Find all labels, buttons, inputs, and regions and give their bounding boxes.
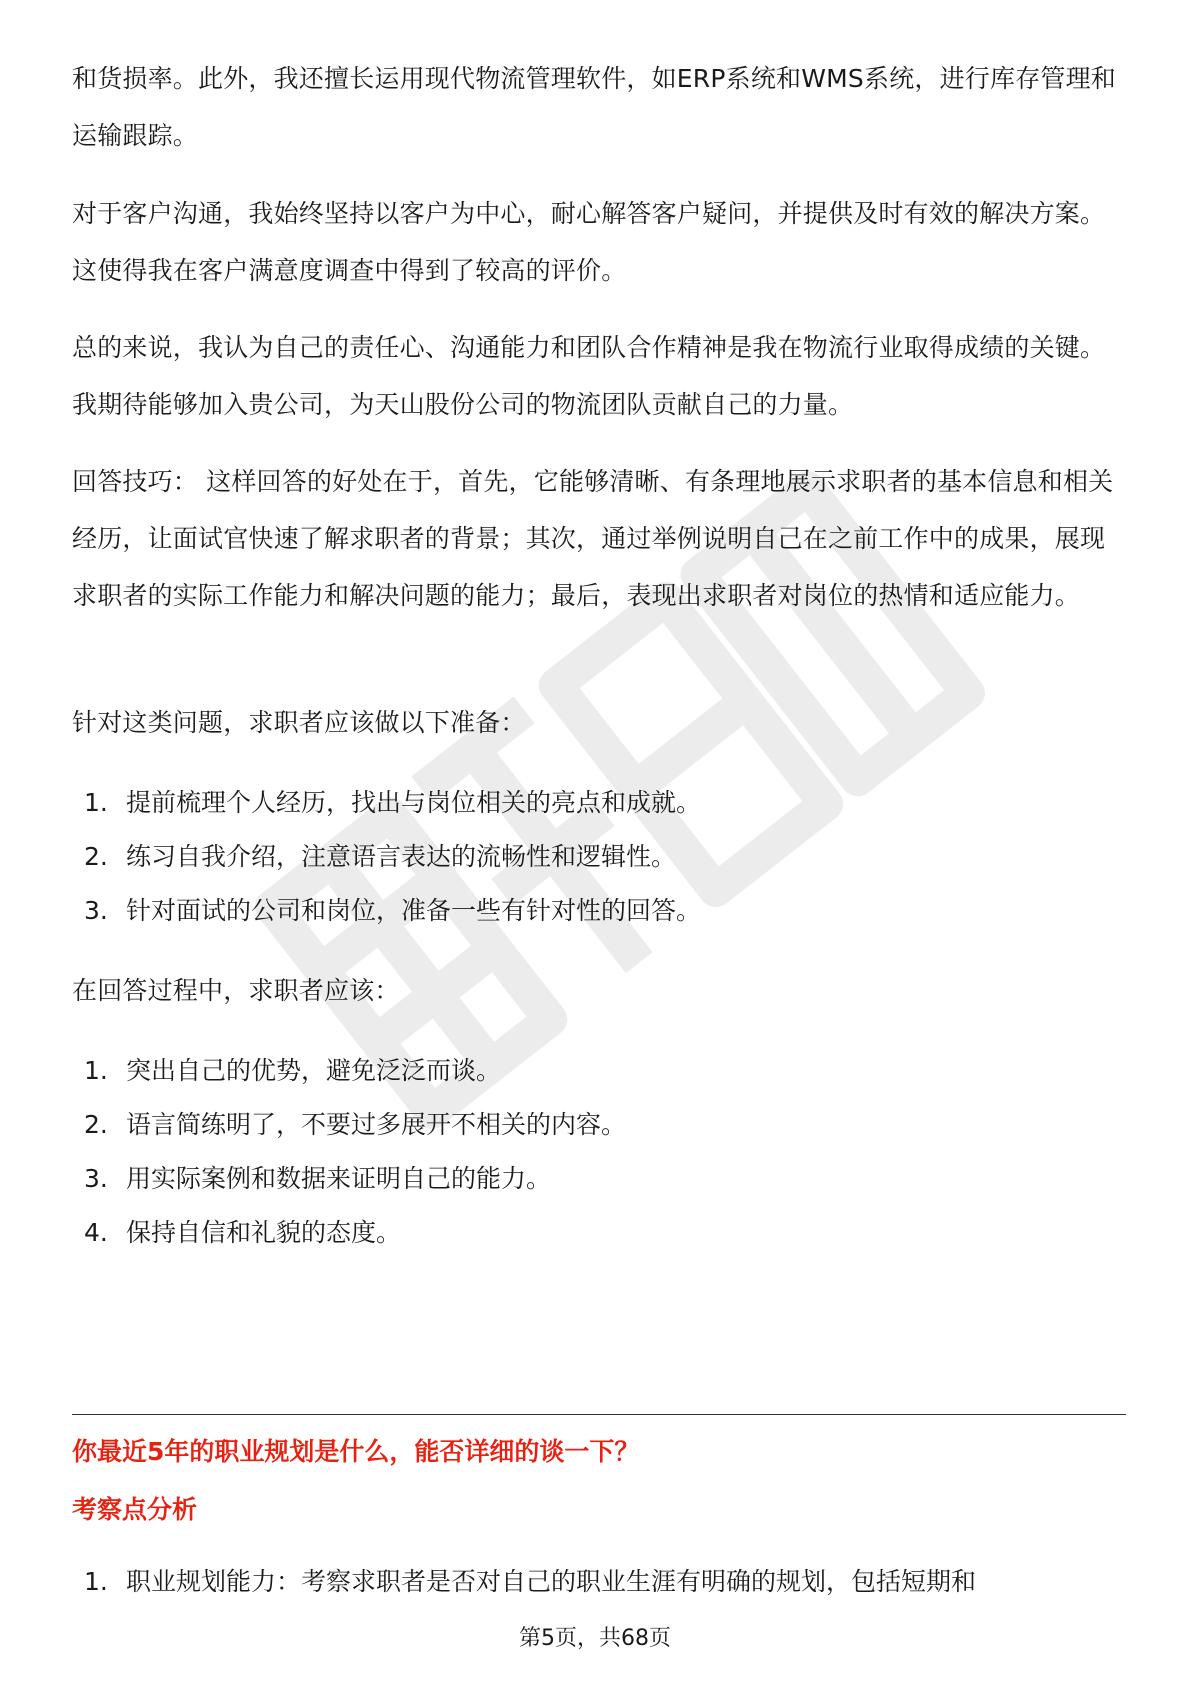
list-item	[84, 837, 1124, 877]
list-item-text: 语言简练明了，不要过多展开不相关的内容。	[126, 1110, 627, 1139]
list-item	[84, 891, 1124, 931]
list-item-number: 4.	[84, 1218, 108, 1247]
list-item-number: 1.	[84, 788, 108, 817]
list-item	[84, 1159, 1124, 1199]
list-item-number: 2.	[84, 1110, 108, 1139]
list-item-number: 3.	[84, 896, 108, 925]
paragraph-prep-intro: 针对这类问题，求职者应该做以下准备：	[72, 708, 526, 737]
list-item	[84, 783, 1124, 823]
paragraph-answer-tips: 回答技巧： 这样回答的好处在于，首先，它能够清晰、有条理地展示求职者的基本信息和相关经历，让面试官快速了解求职者的背景；其次，通过举例说明自己在之前工作中的成果，展现求职者的实际工作能力和解决问题的能力；最后，表现出求职者对岗位的热情和适应能力。	[72, 467, 1114, 610]
paragraph-customer-communication: 对于客户沟通，我始终坚持以客户为中心，耐心解答客户疑问，并提供及时有效的解决方案。这使得我在客户满意度调查中得到了较高的评价。	[72, 199, 1106, 285]
list-item-number: 3.	[84, 1164, 108, 1193]
list-item-text: 突出自己的优势，避免泛泛而谈。	[126, 1056, 502, 1085]
list-item-text: 保持自信和礼貌的态度。	[126, 1218, 402, 1247]
list-item	[84, 1105, 1124, 1145]
list-item-text: 职业规划能力：考察求职者是否对自己的职业生涯有明确的规划，包括短期和	[126, 1567, 977, 1596]
paragraph-summary: 总的来说，我认为自己的责任心、沟通能力和团队合作精神是我在物流行业取得成绩的关键。我期待能够加入贵公司，为天山股份公司的物流团队贡献自己的力量。	[72, 333, 1106, 419]
list-item-text: 用实际案例和数据来证明自己的能力。	[126, 1164, 552, 1193]
page-number-footer: 第5页，共68页	[519, 1626, 671, 1651]
list-item	[84, 1562, 1124, 1602]
paragraph-experience-end: 和货损率。此外，我还擅长运用现代物流管理软件，如ERP系统和WMS系统，进行库存管理和运输跟踪。	[72, 64, 1117, 150]
list-item	[84, 1213, 1124, 1253]
list-item-text: 提前梳理个人经历，找出与岗位相关的亮点和成就。	[126, 788, 702, 817]
list-item-number: 1.	[84, 1056, 108, 1085]
list-item-text: 针对面试的公司和岗位，准备一些有针对性的回答。	[126, 896, 702, 925]
paragraph-answer-intro: 在回答过程中，求职者应该：	[72, 976, 400, 1005]
list-item-number: 1.	[84, 1567, 108, 1596]
section-divider	[72, 1414, 1126, 1415]
question-title: 你最近5年的职业规划是什么，能否详细的谈一下？	[72, 1437, 640, 1466]
analysis-heading: 考察点分析	[72, 1495, 198, 1524]
list-item	[84, 1051, 1124, 1091]
list-item-number: 2.	[84, 842, 108, 871]
list-item-text: 练习自我介绍，注意语言表达的流畅性和逻辑性。	[126, 842, 677, 871]
